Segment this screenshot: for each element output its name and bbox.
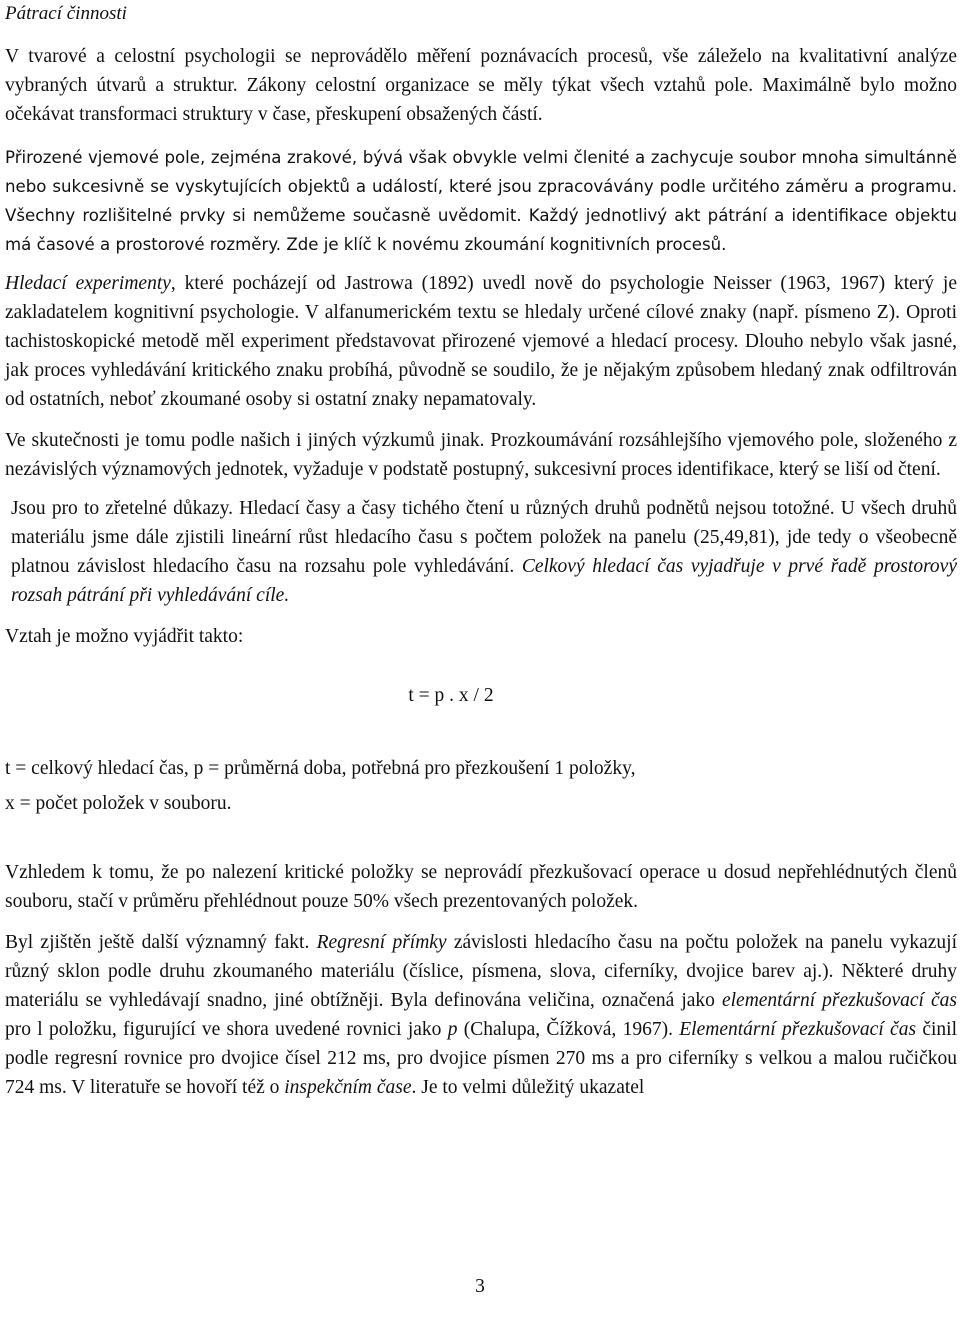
section-heading: Pátrací činnosti: [5, 3, 127, 24]
paragraph-reality: Ve skutečnosti je tomu podle našich i jiných výzkumů jinak. Prozkoumávání rozsáhlejšího vjemového pole, složeného z nezávislých významových jednotek, vyžaduje v podstatě postupný, sukcesivní proces identifikace, který se liší od čtení.: [5, 430, 957, 480]
paragraph-evidence-emphasis: Celkový hledací čas vyjadřuje v prvé řadě prostorový rozsah pátrání při vyhledávání cíle.: [11, 556, 957, 606]
term-search-experiments: Hledací experimenty: [5, 273, 171, 294]
page-number: 3: [475, 1276, 485, 1297]
formula-legend-t-p: t = celkový hledací čas, p = průměrná doba, potřebná pro přezkoušení 1 položky,: [5, 758, 636, 779]
term-inspection-time: inspekčním čase: [284, 1077, 412, 1098]
regression-text-c: pro l položku, figurující ve shora uvedené rovnici jako: [5, 1019, 448, 1040]
paragraph-perceptual-field: Přirozené vjemové pole, zejména zrakové, bývá však obvykle velmi členité a zachycuje soubor mnoha simultánně nebo sukcesivně se vyskytujících objektů a událostí, které jsou zpracovávány podle určitého záměru a programu. Všechny rozlišitelné prvky si nemůžeme současně uvědomit. Každý jednotlivý akt pátrání a identifikace objektu má časové a prostorové rozměry. Zde je klíč k novému zkoumání kognitivních procesů.: [5, 148, 957, 254]
regression-text-f: . Je to velmi důležitý ukazatel: [411, 1077, 645, 1098]
paragraph-search-experiments: [5, 269, 957, 414]
paragraph-evidence-text: Jsou pro to zřetelné důkazy. Hledací časy a časy tichého čtení u různých druhů podnětů nejsou totožné. U všech druhů materiálu jsme dále zjistili lineární růst hledacího času s počtem položek na panelu (25,49,81), jde tedy o všeobecně platnou závislost hledacího času na rozsahu pole vyhledávání.: [11, 498, 957, 577]
regression-text-b: závislosti hledacího času na počtu položek na panelu vykazují různý sklon podle druhu zkoumaného materiálu (číslice, písmena, slova, ciferníky, dvojice barev aj.). Některé druhy materiálu se vyhledávají snadno, jiné obtížněji. Byla definována veličina, označená jako: [5, 932, 957, 1011]
paragraph-regression: [5, 928, 957, 1102]
paragraph-fifty-percent: Vzhledem k tomu, že po nalezení kritické položky se neprovádí přezkušovací operace u dosud nepřehlédnutých členů souboru, stačí v průměru přehlédnout pouze 50% všech prezentovaných položek.: [5, 862, 957, 912]
paragraph-evidence: [5, 494, 957, 610]
term-elementary-check-time: elementární přezkušovací čas: [721, 990, 957, 1011]
paragraph-relation-intro: Vztah je možno vyjádřit takto:: [5, 626, 244, 647]
document-page: [5, 0, 957, 1102]
regression-text-d: (Chalupa, Čížková, 1967).: [457, 1019, 680, 1040]
term-regression-lines: Regresní přímky: [316, 932, 447, 953]
term-p: p: [447, 1019, 458, 1040]
regression-text-a: Byl zjištěn ještě další významný fakt.: [5, 932, 317, 953]
formula: t = p . x / 2: [408, 685, 494, 706]
regression-text-e: činil podle regresní rovnice pro dvojice čísel 212 ms, pro dvojice písmen 270 ms a pro ciferníky s velkou a malou ručičkou 724 ms. V literatuře se hovoří též o: [5, 1019, 957, 1098]
paragraph-gestalt: V tvarové a celostní psychologii se neprovádělo měření poznávacích procesů, vše záleželo na kvalitativní analýze vybraných útvarů a struktur. Zákony celostní organizace se měly týkat všech vztahů pole. Maximálně bylo možno očekávat transformaci struktury v čase, přeskupení obsažených částí.: [5, 46, 957, 125]
paragraph-search-experiments-text: , které pocházejí od Jastrowa (1892) uvedl nově do psychologie Neisser (1963, 1967) který je zakladatelem kognitivní psychologie. V alfanumerickém textu se hledaly určené cílové znaky (např. písmeno Z). Oproti tachistoskopické metodě měl experiment představovat přirozené vjemové a hledací procesy. Dlouho nebylo však jasné, jak proces vyhledávání kritického znaku probíhá, původně se soudilo, že je nějakým způsobem hledaný znak odfiltrován od ostatních, neboť zkoumané osoby si ostatní znaky nepamatovaly.: [5, 273, 958, 410]
formula-legend-x: x = počet položek v souboru.: [5, 793, 232, 814]
term-elementary-check-time-2: Elementární přezkušovací čas: [679, 1019, 917, 1040]
